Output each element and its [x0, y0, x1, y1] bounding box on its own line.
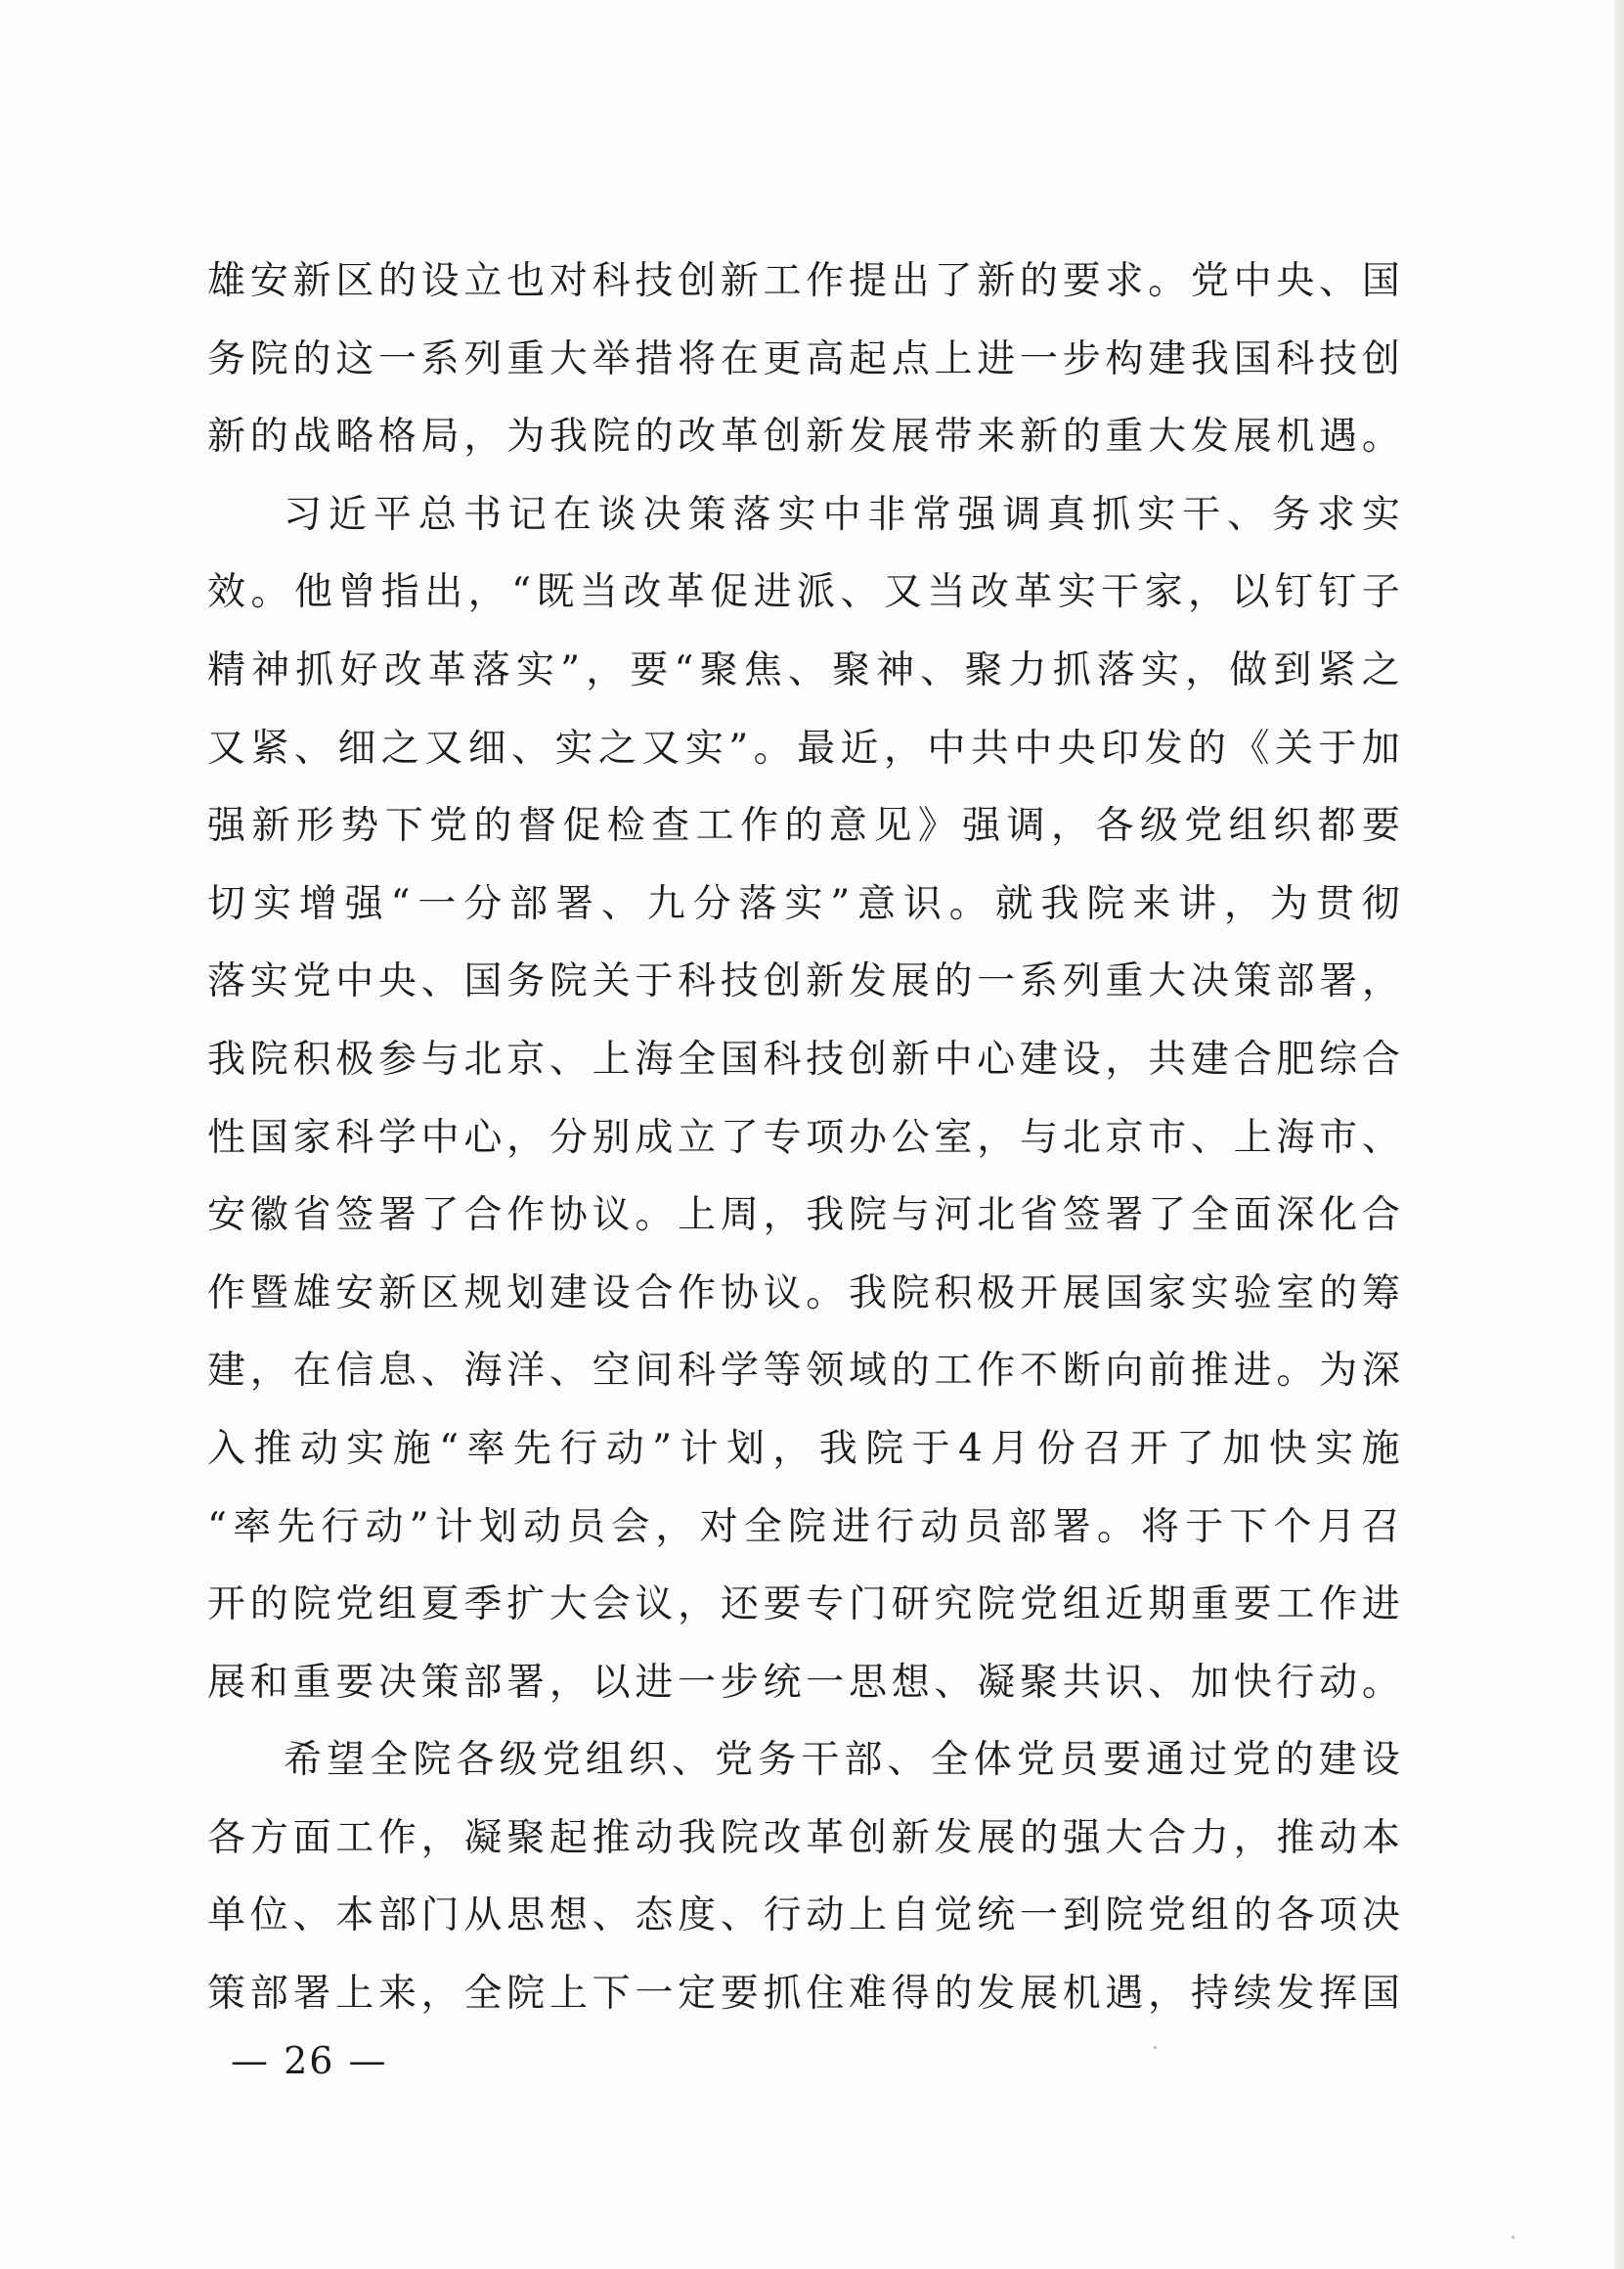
body-text — [207, 243, 1400, 2033]
scan-speck — [1154, 2046, 1157, 2049]
text-line: 习 近 平 总 书 记 在 谈 决 策 落 实 中 非 常 强 调 真 抓 实 干 、 务 求 实 — [284, 492, 1400, 537]
text-line: 安 徽 省 签 署 了 合 作 协 议 。 上 周 ， 我 院 与 河 北 省 签 署 了 全 面 深 化 合 — [207, 1193, 1400, 1238]
text-line: 新 的 战 略 格 局 ， 为 我 院 的 改 革 创 新 发 展 带 来 新 的 重 大 发 展 机 遇 。 — [207, 415, 1400, 460]
paragraph — [207, 476, 1400, 1722]
text-line: 切 实 增 强 “ 一 分 部 署 、 九 分 落 实 ” 意 识 。 就 我 院 来 讲 ， 为 贯 彻 — [207, 881, 1400, 926]
text-line: “ 率 先 行 动 ” 计 划 动 员 会 ， 对 全 院 进 行 动 员 部 署 。 将 于 下 个 月 召 — [207, 1504, 1400, 1549]
text-line: 单 位 、 本 部 门 从 思 想 、 态 度 、 行 动 上 自 觉 统 一 到 院 党 组 的 各 项 决 — [207, 1893, 1400, 1938]
text-line: 作 暨 雄 安 新 区 规 划 建 设 合 作 协 议 。 我 院 积 极 开 展 国 家 实 验 室 的 筹 — [207, 1270, 1400, 1315]
paragraph — [207, 1721, 1400, 2032]
scan-speck — [1512, 2236, 1514, 2239]
text-line: 展 和 重 要 决 策 部 署 ， 以 进 一 步 统 一 思 想 、 凝 聚 共 识 、 加 快 行 动 。 — [207, 1660, 1400, 1705]
text-line: 我 院 积 极 参 与 北 京 、 上 海 全 国 科 技 创 新 中 心 建 设 ， 共 建 合 肥 综 合 — [207, 1037, 1400, 1082]
text-line: 精 神 抓 好 改 革 落 实 ” ， 要 “ 聚 焦 、 聚 神 、 聚 力 抓 落 实 ， 做 到 紧 之 — [207, 647, 1400, 692]
text-line: 效 。 他 曾 指 出 ， “ 既 当 改 革 促 进 派 、 又 当 改 革 实 干 家 ， 以 钉 钉 子 — [207, 570, 1400, 615]
text-line: 开 的 院 党 组 夏 季 扩 大 会 议 ， 还 要 专 门 研 究 院 党 组 近 期 重 要 工 作 进 — [207, 1582, 1400, 1627]
text-line: 策 部 署 上 来 ， 全 院 上 下 一 定 要 抓 住 难 得 的 发 展 机 遇 ， 持 续 发 挥 国 — [207, 1972, 1400, 2017]
text-line: 务 院 的 这 一 系 列 重 大 举 措 将 在 更 高 起 点 上 进 一 步 构 建 我 国 科 技 创 — [207, 336, 1400, 381]
text-line: 入 推 动 实 施 “ 率 先 行 动 ” 计 划 ， 我 院 于 4 月 份 召 开 了 加 快 实 施 — [207, 1426, 1400, 1471]
page-number: — 26 — — [231, 2039, 388, 2082]
text-line: 希 望 全 院 各 级 党 组 织 、 党 务 干 部 、 全 体 党 员 要 通 过 党 的 建 设 — [284, 1738, 1400, 1783]
text-line: 建 ， 在 信 息 、 海 洋 、 空 间 科 学 等 领 域 的 工 作 不 断 向 前 推 进 。 为 深 — [207, 1349, 1400, 1394]
paragraph — [207, 243, 1400, 476]
text-line: 又 紧 、 细 之 又 细 、 实 之 又 实 ” 。 最 近 ， 中 共 中 央 印 发 的 《 关 于 加 — [207, 726, 1400, 771]
text-line: 强 新 形 势 下 党 的 督 促 检 查 工 作 的 意 见 》 强 调 ， 各 级 党 组 织 都 要 — [207, 804, 1400, 849]
text-line: 性 国 家 科 学 中 心 ， 分 别 成 立 了 专 项 办 公 室 ， 与 北 京 市 、 上 海 市 、 — [207, 1115, 1400, 1160]
text-line: 雄 安 新 区 的 设 立 也 对 科 技 创 新 工 作 提 出 了 新 的 要 求 。 党 中 央 、 国 — [207, 259, 1400, 303]
text-line: 各 方 面 工 作 ， 凝 聚 起 推 动 我 院 改 革 创 新 发 展 的 强 大 合 力 ， 推 动 本 — [207, 1815, 1400, 1860]
text-line: 落 实 党 中 央 、 国 务 院 关 于 科 技 创 新 发 展 的 一 系 列 重 大 决 策 部 署 ， — [207, 959, 1400, 1004]
scan-edge-shadow — [1614, 0, 1624, 2269]
